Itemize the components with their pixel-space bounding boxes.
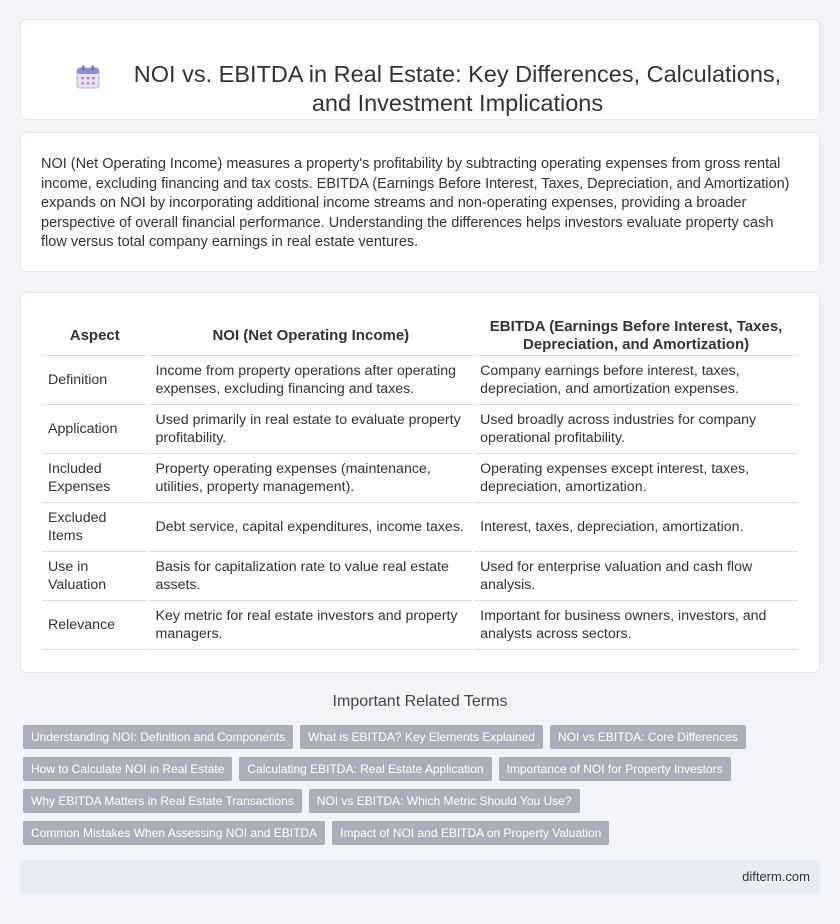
page-title: NOI vs. EBITDA in Real Estate: Key Differences, Calculations, and Investment Implications xyxy=(133,61,782,116)
row-ebitda: Used broadly across industries for company operational profitability. xyxy=(473,405,798,454)
row-ebitda: Company earnings before interest, taxes, depreciation, and amortization expenses. xyxy=(473,356,798,405)
table-row xyxy=(42,356,798,405)
related-term-tag[interactable]: Why EBITDA Matters in Real Estate Transactions xyxy=(23,789,302,813)
table-header-row xyxy=(42,317,798,356)
table-row xyxy=(42,405,798,454)
site-link[interactable]: difterm.com xyxy=(742,869,810,884)
row-ebitda: Used for enterprise valuation and cash flow analysis. xyxy=(473,552,798,601)
related-term-tag[interactable]: Impact of NOI and EBITDA on Property Valuation xyxy=(332,821,609,845)
intro-paragraph: NOI (Net Operating Income) measures a property's profitability by subtracting operating expenses from gross rental income, excluding financing and tax costs. EBITDA (Earnings Before Interest, Taxes, Depreciation, and Amortization) expands on NOI by incorporating additional income streams and non-operating expenses, providing a broader perspective of overall financial performance. Understanding the differences helps investors evaluate property cash flow versus total company earnings in real estate ventures. xyxy=(41,156,790,251)
comparison-table xyxy=(42,317,798,650)
row-aspect: Use in Valuation xyxy=(42,552,149,601)
intro-card xyxy=(20,132,820,272)
row-noi: Debt service, capital expenditures, income taxes. xyxy=(149,503,474,552)
row-noi: Used primarily in real estate to evaluate property profitability. xyxy=(149,405,474,454)
comparison-table-card xyxy=(20,292,820,673)
header-aspect: Aspect xyxy=(42,317,149,356)
row-aspect: Definition xyxy=(42,356,149,405)
row-ebitda: Interest, taxes, depreciation, amortization. xyxy=(473,503,798,552)
row-ebitda: Operating expenses except interest, taxes, depreciation, amortization. xyxy=(473,454,798,503)
related-terms-list xyxy=(23,725,823,853)
related-term-tag[interactable]: Calculating EBITDA: Real Estate Application xyxy=(239,757,491,781)
table-row xyxy=(42,503,798,552)
related-terms-title: Important Related Terms xyxy=(332,693,508,710)
related-term-tag[interactable]: Common Mistakes When Assessing NOI and EBITDA xyxy=(23,821,325,845)
row-aspect: Application xyxy=(42,405,149,454)
row-aspect: Relevance xyxy=(42,601,149,650)
related-term-tag[interactable]: What is EBITDA? Key Elements Explained xyxy=(300,725,543,749)
row-noi: Income from property operations after operating expenses, excluding financing and taxes. xyxy=(149,356,474,405)
related-term-tag[interactable]: NOI vs EBITDA: Core Differences xyxy=(550,725,746,749)
table-row xyxy=(42,601,798,650)
row-noi: Property operating expenses (maintenance, utilities, property management). xyxy=(149,454,474,503)
row-aspect: Included Expenses xyxy=(42,454,149,503)
header-noi: NOI (Net Operating Income) xyxy=(149,317,474,356)
row-aspect: Excluded Items xyxy=(42,503,149,552)
table-row xyxy=(42,552,798,601)
row-ebitda: Important for business owners, investors, and analysts across sectors. xyxy=(473,601,798,650)
header-ebitda: EBITDA (Earnings Before Interest, Taxes, Depreciation, and Amortization) xyxy=(473,317,798,356)
related-term-tag[interactable]: NOI vs EBITDA: Which Metric Should You Use? xyxy=(309,789,580,813)
table-row xyxy=(42,454,798,503)
calendar-icon xyxy=(75,64,101,90)
row-noi: Basis for capitalization rate to value real estate assets. xyxy=(149,552,474,601)
related-term-tag[interactable]: Understanding NOI: Definition and Components xyxy=(23,725,293,749)
footer xyxy=(20,860,820,893)
related-term-tag[interactable]: Importance of NOI for Property Investors xyxy=(499,757,731,781)
related-term-tag[interactable]: How to Calculate NOI in Real Estate xyxy=(23,757,232,781)
row-noi: Key metric for real estate investors and property managers. xyxy=(149,601,474,650)
title-card xyxy=(20,19,820,120)
